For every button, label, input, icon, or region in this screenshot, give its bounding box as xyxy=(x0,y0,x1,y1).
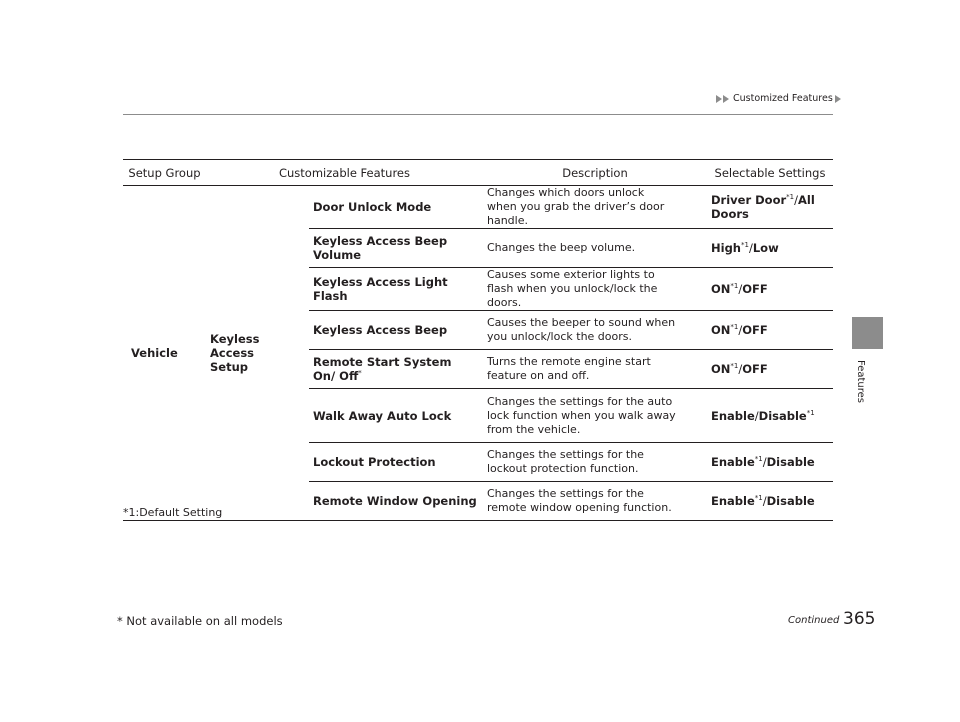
selectable-settings-cell xyxy=(707,229,833,268)
setting-separator: / xyxy=(762,494,767,508)
setting-separator: / xyxy=(738,282,743,296)
footnote: *1:Default Setting xyxy=(123,506,223,519)
description-cell: Causes the beeper to sound when you unlock/lock the doors. xyxy=(483,311,707,350)
feature-name: Keyless Access Light Flash xyxy=(313,275,448,303)
subgroup-cell xyxy=(206,186,309,521)
availability-note: * Not available on all models xyxy=(117,614,283,628)
setting-option: Enable xyxy=(711,494,755,508)
chapter-label xyxy=(852,360,872,430)
feature-name: Keyless Access Beep xyxy=(313,323,448,337)
setup-group-cell: Vehicle xyxy=(123,186,206,521)
selectable-settings-cell xyxy=(707,186,833,229)
feature-name-cell xyxy=(309,443,483,482)
feature-name: Keyless Access Beep Volume xyxy=(313,234,448,262)
setting-option: Disable xyxy=(766,455,815,469)
feature-name: Remote Start System On/ Off xyxy=(313,355,452,383)
setting-option: Enable xyxy=(711,455,755,469)
footnote-marker: * xyxy=(358,369,362,378)
setting-option: Enable xyxy=(711,408,755,423)
header-section-title: Customized Features xyxy=(733,93,833,104)
selectable-settings-cell xyxy=(707,443,833,482)
default-marker: *1 xyxy=(754,455,763,464)
setting-separator: / xyxy=(738,323,743,337)
default-marker: *1 xyxy=(730,282,739,291)
feature-name: Remote Window Opening xyxy=(313,494,477,508)
feature-name: Lockout Protection xyxy=(313,455,436,469)
selectable-settings-cell xyxy=(707,268,833,311)
feature-name-cell xyxy=(309,482,483,521)
chapter-label-text: Features xyxy=(855,360,866,403)
setting-separator: / xyxy=(762,455,767,469)
feature-name-cell xyxy=(309,350,483,389)
setting-option: OFF xyxy=(742,323,768,337)
header-rule xyxy=(123,114,833,115)
setting-option: Low xyxy=(752,241,779,255)
setting-option: Disable xyxy=(766,494,815,508)
selectable-settings-cell xyxy=(707,350,833,389)
running-header xyxy=(716,93,842,104)
setting-separator: / xyxy=(738,362,743,376)
feature-name-cell xyxy=(309,229,483,268)
feature-name-cell xyxy=(309,186,483,229)
default-marker: *1 xyxy=(730,362,739,371)
default-marker: *1 xyxy=(730,323,739,332)
setting-option: ON xyxy=(711,362,731,376)
setting-separator: / xyxy=(748,241,753,255)
default-marker: *1 xyxy=(754,494,763,503)
column-header-customizable-features: Customizable Features xyxy=(206,160,483,186)
column-header-selectable-settings: Selectable Settings xyxy=(707,160,833,186)
feature-name: Walk Away Auto Lock xyxy=(313,408,452,423)
setting-option: Disable xyxy=(758,408,807,423)
description-cell: Changes the settings for the auto lock function when you walk away from the vehicle. xyxy=(483,389,707,443)
chapter-tab xyxy=(852,317,883,349)
page-number: 365 xyxy=(843,609,876,629)
triangle-marker-icon xyxy=(716,95,722,103)
setting-option: High xyxy=(711,241,741,255)
setting-option: OFF xyxy=(742,282,768,296)
setting-option: ON xyxy=(711,323,731,337)
description-cell: Changes which doors unlock when you grab the driver’s door handle. xyxy=(483,186,707,229)
feature-name: Door Unlock Mode xyxy=(313,200,432,214)
description-cell: Changes the settings for the lockout protection function. xyxy=(483,443,707,482)
triangle-marker-icon xyxy=(835,95,841,103)
column-header-description: Description xyxy=(483,160,707,186)
description-cell: Changes the beep volume. xyxy=(483,229,707,268)
setting-separator: / xyxy=(754,408,759,423)
triangle-marker-icon xyxy=(723,95,729,103)
setting-option: OFF xyxy=(742,362,768,376)
continued-label: Continued xyxy=(788,615,840,626)
feature-name-cell xyxy=(309,311,483,350)
selectable-settings-cell xyxy=(707,482,833,521)
default-marker: *1 xyxy=(786,193,795,202)
description-cell: Causes some exterior lights to flash when you unlock/lock the doors. xyxy=(483,268,707,311)
feature-name-cell xyxy=(309,268,483,311)
setting-option: All Doors xyxy=(711,193,815,221)
description-cell: Changes the settings for the remote window opening function. xyxy=(483,482,707,521)
selectable-settings-cell xyxy=(707,389,833,443)
description-cell: Turns the remote engine start feature on and off. xyxy=(483,350,707,389)
table-row xyxy=(123,186,833,229)
feature-name-cell xyxy=(309,389,483,443)
table-header-row xyxy=(123,160,833,186)
setting-option: ON xyxy=(711,282,731,296)
customizable-features-table xyxy=(123,159,833,521)
selectable-settings-cell xyxy=(707,311,833,350)
setting-separator: / xyxy=(794,193,798,207)
setting-option: Driver Door xyxy=(711,193,787,207)
subgroup-label: Keyless Access Setup xyxy=(210,332,260,374)
column-header-setup-group: Setup Group xyxy=(123,160,206,186)
default-marker: *1 xyxy=(741,241,749,250)
default-marker: *1 xyxy=(806,408,815,417)
